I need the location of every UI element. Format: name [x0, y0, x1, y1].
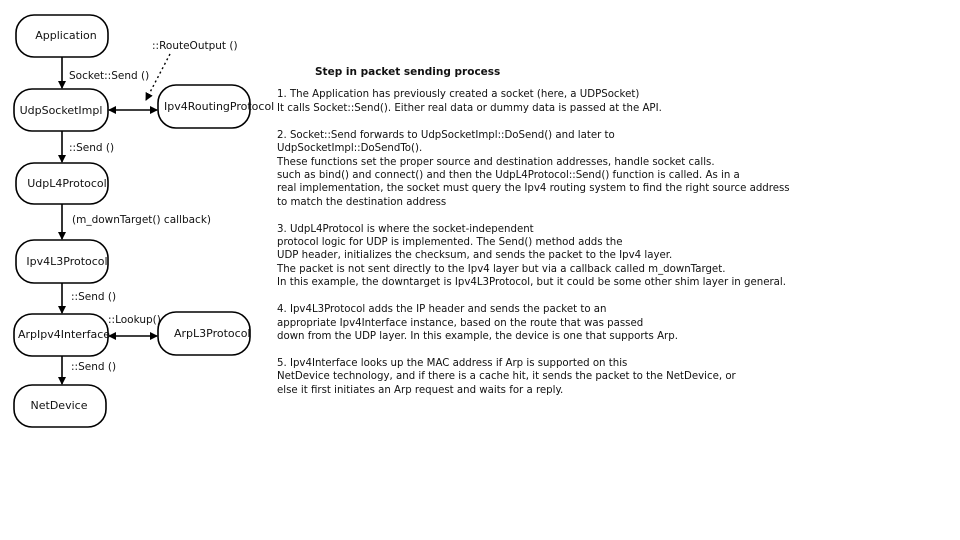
step-line: protocol logic for UDP is implemented. The Send() method adds the — [277, 237, 623, 249]
node-arpipv4interface — [14, 314, 110, 356]
node-application — [16, 15, 108, 57]
node-label: Ipv4L3Protocol — [26, 255, 108, 268]
node-udpl4protocol — [16, 163, 108, 204]
node-label: ArpIpv4Interface — [18, 328, 111, 341]
step-line: These functions set the proper source and destination addresses, handle socket calls. — [277, 156, 715, 168]
step-line: 1. The Application has previously created a socket (here, a UDPSocket) — [277, 89, 640, 101]
step-line: 2. Socket::Send forwards to UdpSocketImpl::DoSend() and later to — [277, 129, 615, 141]
node-udpsocketimpl — [14, 89, 108, 131]
step-line: UDP header, initializes the checksum, and sends the packet to the Ipv4 layer. — [277, 250, 673, 262]
edge-send-1 — [62, 131, 114, 162]
step-line: The packet is not sent directly to the Ipv4 layer but via a callback called m_downTarget. — [277, 263, 726, 275]
edge-label: ::Lookup() — [108, 314, 161, 326]
edge-downtarget — [62, 204, 211, 239]
step-line: In this example, the downtarget is Ipv4L3Protocol, but it could be some other shim layer in general. — [277, 277, 786, 289]
edge-socket-send — [62, 57, 149, 88]
edge-lookup — [108, 314, 161, 336]
steps-title: Step in packet sending process — [315, 66, 501, 78]
step-2 — [277, 129, 837, 209]
node-ipv4l3protocol — [16, 240, 108, 283]
node-arpl3protocol — [158, 312, 250, 355]
step-line: 5. Ipv4Interface looks up the MAC address if Arp is supported on this — [277, 357, 628, 369]
edge-label: ::RouteOutput () — [152, 40, 238, 52]
step-line: real implementation, the socket must query the Ipv4 routing system to find the right source address — [277, 183, 790, 195]
edge-send-3 — [62, 356, 116, 384]
step-1 — [277, 88, 837, 115]
edge-label: ::Send () — [69, 142, 115, 154]
step-line: 3. UdpL4Protocol is where the socket-independent — [277, 223, 534, 235]
step-line: 4. Ipv4L3Protocol adds the IP header and sends the packet to an — [277, 304, 607, 316]
node-label: UdpSocketImpl — [19, 104, 103, 117]
edge-label: ::Send () — [71, 291, 117, 303]
step-line: to match the destination address — [277, 196, 447, 208]
edge-send-2 — [62, 283, 116, 313]
step-line: NetDevice technology, and if there is a cache hit, it sends the packet to the NetDevice, or — [277, 371, 736, 383]
step-line: down from the UDP layer. In this example, the device is one that supports Arp. — [277, 331, 678, 342]
edge-label: ::Send () — [71, 361, 117, 373]
node-label: UdpL4Protocol — [27, 177, 107, 190]
node-ipv4routingprotocol — [158, 85, 274, 128]
step-line: appropriate Ipv4Interface instance, based on the route that was passed — [277, 317, 644, 329]
edge-label: Socket::Send () — [69, 70, 150, 82]
node-netdevice — [14, 385, 106, 427]
node-label: Application — [35, 29, 97, 42]
node-label: ArpL3Protocol — [174, 327, 251, 340]
step-line: It calls Socket::Send(). Either real data or dummy data is passed at the API. — [277, 102, 662, 114]
step-5 — [277, 357, 837, 397]
step-line: such as bind() and connect() and then the UdpL4Protocol::Send() function is called. As in a — [277, 169, 740, 181]
node-label: NetDevice — [30, 399, 88, 412]
steps-panel — [277, 66, 837, 411]
step-line: UdpSocketImpl::DoSendTo(). — [277, 143, 423, 155]
edge-label: (m_downTarget() callback) — [72, 214, 212, 226]
step-4 — [277, 303, 837, 343]
step-3 — [277, 223, 837, 290]
node-label: Ipv4RoutingProtocol — [164, 100, 275, 113]
step-line: else it first initiates an Arp request and waits for a reply. — [277, 384, 564, 396]
